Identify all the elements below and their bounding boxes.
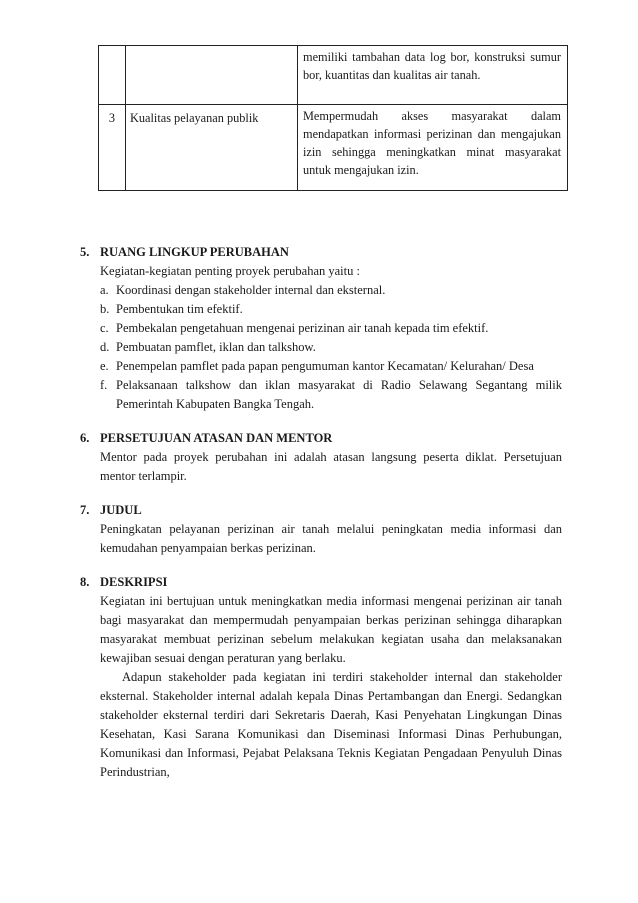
table-cell-description: memiliki tambahan data log bor, konstruksi sumur bor, kuantitas dan kualitas air tanah. <box>298 46 568 105</box>
list-item: c. Pembekalan pengetahuan mengenai perizinan air tanah kepada tim efektif. <box>100 321 489 335</box>
section-number: 6. <box>80 431 90 445</box>
section-body: Mentor pada proyek perubahan ini adalah atasan langsung peserta diklat. Persetujuan mentor terlampir. <box>100 450 562 483</box>
document-body <box>80 243 562 797</box>
section-number: 7. <box>80 503 90 517</box>
section-ruang-lingkup <box>80 243 562 414</box>
section-title: RUANG LINGKUP PERUBAHAN <box>100 245 289 259</box>
list-item: b. Pembentukan tim efektif. <box>100 302 243 316</box>
section-deskripsi <box>80 573 562 782</box>
list-item: e. Penempelan pamflet pada papan pengumuman kantor Kecamatan/ Kelurahan/ Desa <box>100 359 534 373</box>
table-cell-aspect <box>126 46 298 105</box>
table-cell-no: 3 <box>99 105 126 191</box>
table-cell-no <box>99 46 126 105</box>
section-title: DESKRIPSI <box>100 575 168 589</box>
list-item: f. Pelaksanaan talkshow dan iklan masyarakat di Radio Selawang Segantang milik Pemerintah Kabupaten Bangka Tengah. <box>100 378 562 411</box>
activity-list <box>100 281 562 414</box>
section-paragraph: Kegiatan ini bertujuan untuk meningkatkan media informasi mengenai perizinan air tanah bagi masyarakat dan mempermudah penyampaian berkas perizinan sehingga diharapkan masyarakat membuat perizinan sebelum melakukan kegiatan usaha dan melaksanakan kewajiban sesuai dengan peraturan yang berlaku. <box>100 594 562 665</box>
list-item: a. Koordinasi dengan stakeholder internal dan eksternal. <box>100 283 386 297</box>
table-cell-description: Mempermudah akses masyarakat dalam mendapatkan informasi perizinan dan mengajukan izin sehingga meningkatkan minat masyarakat untuk mengajukan izin. <box>298 105 568 191</box>
table-cell-aspect: Kualitas pelayanan publik <box>126 105 298 191</box>
section-number: 5. <box>80 245 90 259</box>
section-title: PERSETUJUAN ATASAN DAN MENTOR <box>100 431 333 445</box>
section-number: 8. <box>80 575 90 589</box>
section-persetujuan <box>80 429 562 486</box>
list-item: d. Pembuatan pamflet, iklan dan talkshow. <box>100 340 316 354</box>
section-judul <box>80 501 562 558</box>
continuation-table <box>98 45 568 191</box>
section-body: Peningkatan pelayanan perizinan air tanah melalui peningkatan media informasi dan kemudahan penyampaian berkas perizinan. <box>100 522 562 555</box>
section-intro: Kegiatan-kegiatan penting proyek perubahan yaitu : <box>100 264 360 278</box>
section-title: JUDUL <box>100 503 142 517</box>
table-row <box>99 105 568 191</box>
section-paragraph: Adapun stakeholder pada kegiatan ini terdiri stakeholder internal dan stakeholder eksternal. Stakeholder internal adalah kepala Dinas Pertambangan dan Energi. Sedangkan stakeholder eksternal terdiri dari Sekretaris Daerah, Kasi Penyehatan Lingkungan Dinas Kesehatan, Kasi Sarana Komunikasi dan Diseminasi Informasi Dinas Perhubungan, Komunikasi dan Informasi, Pejabat Pelaksana Teknis Kegiatan Pengadaan Penyuluh Dinas Perindustrian, <box>100 670 562 779</box>
table-row <box>99 46 568 105</box>
